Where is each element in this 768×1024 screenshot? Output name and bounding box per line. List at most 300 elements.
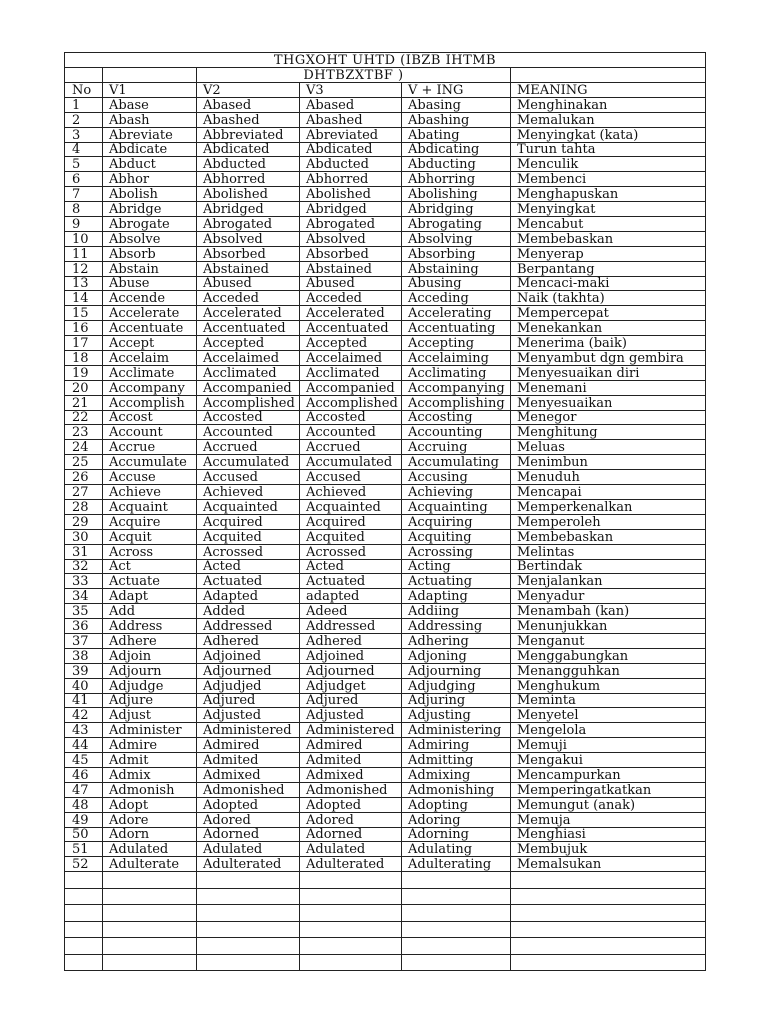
meaning: Bertindak [511,559,706,574]
table-row [65,514,706,529]
row-number: 6 [65,172,103,187]
table-row [65,589,706,604]
verb-v2: Adjourned [197,663,300,678]
verb-v3: Administered [300,723,402,738]
verb-v1: Abreviate [103,127,197,142]
verb-v1: Accomplish [103,395,197,410]
verb-v1: Abridge [103,202,197,217]
verb-ing: Accelerating [402,306,511,321]
meaning: Menekankan [511,321,706,336]
table-row [65,380,706,395]
verb-v3: Accrued [300,440,402,455]
meaning: Menganut [511,633,706,648]
row-number: 9 [65,217,103,232]
verb-v3: Accelerated [300,306,402,321]
empty-cell [511,872,706,889]
verb-v3: Acted [300,559,402,574]
row-number: 10 [65,231,103,246]
verb-ing: Admiring [402,738,511,753]
verb-v1: Abolish [103,187,197,202]
empty-cell [402,954,511,971]
empty-cell [300,905,402,922]
verb-v1: Abase [103,97,197,112]
verb-v1: Accentuate [103,321,197,336]
verb-v1: Accuse [103,470,197,485]
verb-v3: Acceded [300,291,402,306]
meaning: Meminta [511,693,706,708]
verb-v3: adapted [300,589,402,604]
empty-cell [103,905,197,922]
verb-v2: Adulterated [197,857,300,872]
verb-v3: Adjusted [300,708,402,723]
title-spacer [65,68,103,83]
verb-ing: Acquiting [402,529,511,544]
verb-v3: Achieved [300,485,402,500]
meaning: Naik (takhta) [511,291,706,306]
verb-v3: Acrossed [300,544,402,559]
empty-cell [197,888,300,905]
verb-v1: Accumulate [103,455,197,470]
row-number: 45 [65,753,103,768]
verb-v2: Added [197,604,300,619]
meaning: Menyingkat (kata) [511,127,706,142]
verb-v2: Achieved [197,485,300,500]
verb-v1: Adulterate [103,857,197,872]
meaning: Turun tahta [511,142,706,157]
verb-v1: Acquire [103,514,197,529]
meaning: Menghapuskan [511,187,706,202]
verb-v1: Admit [103,753,197,768]
verb-ing: Abridging [402,202,511,217]
row-number: 29 [65,514,103,529]
verb-ing: Acrossing [402,544,511,559]
table-row [65,529,706,544]
empty-row [65,921,706,938]
verb-v2: Adorned [197,827,300,842]
meaning: Memuji [511,738,706,753]
verb-v2: Accompanied [197,380,300,395]
row-number: 14 [65,291,103,306]
table-row [65,217,706,232]
verb-v1: Accost [103,410,197,425]
verb-v3: Adeed [300,604,402,619]
verb-v3: Abased [300,97,402,112]
table-row [65,857,706,872]
meaning: Menerima (baik) [511,336,706,351]
meaning: Menyetel [511,708,706,723]
empty-cell [197,921,300,938]
verb-v1: Achieve [103,485,197,500]
verb-v2: Accepted [197,336,300,351]
verb-ing: Actuating [402,574,511,589]
row-number: 19 [65,365,103,380]
row-number: 32 [65,559,103,574]
verb-v2: Addressed [197,619,300,634]
verb-ing: Accelaiming [402,351,511,366]
verb-table-body [65,53,706,971]
empty-cell [65,938,103,955]
table-row [65,619,706,634]
verb-v2: Adjured [197,693,300,708]
verb-v2: Admixed [197,767,300,782]
row-number: 4 [65,142,103,157]
table-row [65,276,706,291]
row-number: 30 [65,529,103,544]
verb-table [64,52,706,971]
verb-v2: Accumulated [197,455,300,470]
verb-v2: Absolved [197,231,300,246]
verb-v1: Adjudge [103,678,197,693]
verb-v1: Abstain [103,261,197,276]
verb-v1: Act [103,559,197,574]
meaning: Menyadur [511,589,706,604]
verb-v3: Abashed [300,112,402,127]
verb-ing: Adjourning [402,663,511,678]
table-row [65,767,706,782]
verb-v2: Abrogated [197,217,300,232]
verb-v3: Abstained [300,261,402,276]
verb-ing: Addiing [402,604,511,619]
verb-ing: Abating [402,127,511,142]
row-number: 24 [65,440,103,455]
verb-v1: Adulated [103,842,197,857]
empty-cell [103,954,197,971]
header-v-ing: V + ING [402,83,511,98]
row-number: 20 [65,380,103,395]
verb-v2: Admonished [197,782,300,797]
verb-v2: Adhered [197,633,300,648]
row-number: 47 [65,782,103,797]
verb-v3: Admited [300,753,402,768]
verb-v1: Abrogate [103,217,197,232]
table-title-line-1: THGXOHT UHTD (IBZB IHTMB [65,53,706,68]
table-row [65,544,706,559]
row-number: 35 [65,604,103,619]
verb-v3: Accentuated [300,321,402,336]
verb-v3: Abused [300,276,402,291]
row-number: 37 [65,633,103,648]
empty-cell [103,872,197,889]
row-number: 41 [65,693,103,708]
verb-v2: Accentuated [197,321,300,336]
verb-ing: Accumulating [402,455,511,470]
verb-ing: Accompanying [402,380,511,395]
verb-ing: Absorbing [402,246,511,261]
verb-ing: Adjoning [402,648,511,663]
meaning: Memalukan [511,112,706,127]
meaning: Memalsukan [511,857,706,872]
row-number: 11 [65,246,103,261]
verb-v2: Absorbed [197,246,300,261]
empty-cell [511,938,706,955]
verb-v2: Acquainted [197,499,300,514]
verb-v2: Abased [197,97,300,112]
verb-v2: Accrued [197,440,300,455]
row-number: 3 [65,127,103,142]
verb-v2: Accosted [197,410,300,425]
verb-ing: Accosting [402,410,511,425]
table-row [65,351,706,366]
verb-ing: Abolishing [402,187,511,202]
row-number: 33 [65,574,103,589]
verb-v2: Accomplished [197,395,300,410]
header-v3: V3 [300,83,402,98]
verb-v3: Accumulated [300,455,402,470]
meaning: Menemani [511,380,706,395]
row-number: 5 [65,157,103,172]
table-row [65,291,706,306]
meaning: Mengakui [511,753,706,768]
meaning: Menangguhkan [511,663,706,678]
verb-ing: Adjuring [402,693,511,708]
empty-cell [402,905,511,922]
verb-v3: Admixed [300,767,402,782]
table-row [65,410,706,425]
verb-v1: Abdicate [103,142,197,157]
table-row [65,723,706,738]
verb-ing: Adulating [402,842,511,857]
verb-v2: Abbreviated [197,127,300,142]
empty-row [65,938,706,955]
row-number: 27 [65,485,103,500]
table-row [65,678,706,693]
empty-cell [65,921,103,938]
meaning: Mencapai [511,485,706,500]
meaning: Menculik [511,157,706,172]
verb-v3: Abhorred [300,172,402,187]
table-row [65,202,706,217]
verb-v3: Adopted [300,797,402,812]
meaning: Memuja [511,812,706,827]
title-row-1 [65,53,706,68]
row-number: 22 [65,410,103,425]
row-number: 31 [65,544,103,559]
meaning: Berpantang [511,261,706,276]
header-no: No [65,83,103,98]
verb-v3: Accosted [300,410,402,425]
verb-v2: Adored [197,812,300,827]
verb-ing: Abashing [402,112,511,127]
table-row [65,708,706,723]
verb-v2: Acceded [197,291,300,306]
row-number: 8 [65,202,103,217]
verb-v2: Abridged [197,202,300,217]
empty-cell [300,954,402,971]
verb-ing: Accomplishing [402,395,511,410]
verb-v3: Accompanied [300,380,402,395]
verb-v2: Administered [197,723,300,738]
empty-cell [197,938,300,955]
verb-v3: Accomplished [300,395,402,410]
table-row [65,604,706,619]
verb-v3: Actuated [300,574,402,589]
row-number: 36 [65,619,103,634]
table-title-line-2: DHTBZXTBF ) [197,68,511,83]
verb-v2: Accelaimed [197,351,300,366]
verb-v3: Acclimated [300,365,402,380]
row-number: 21 [65,395,103,410]
verb-v1: Acquit [103,529,197,544]
verb-v3: Absorbed [300,246,402,261]
meaning: Mencabut [511,217,706,232]
empty-row [65,872,706,889]
meaning: Melintas [511,544,706,559]
verb-v2: Acquited [197,529,300,544]
verb-ing: Adorning [402,827,511,842]
meaning: Membebaskan [511,529,706,544]
meaning: Membenci [511,172,706,187]
table-row [65,306,706,321]
verb-ing: Adapting [402,589,511,604]
verb-ing: Abhorring [402,172,511,187]
verb-v3: Adorned [300,827,402,842]
verb-v3: Abrogated [300,217,402,232]
verb-ing: Achieving [402,485,511,500]
verb-ing: Abrogating [402,217,511,232]
verb-v2: Actuated [197,574,300,589]
verb-v3: Adjudget [300,678,402,693]
verb-v3: Addressed [300,619,402,634]
verb-v1: Address [103,619,197,634]
verb-v3: Accounted [300,425,402,440]
verb-ing: Adjusting [402,708,511,723]
verb-v1: Across [103,544,197,559]
verb-ing: Abstaining [402,261,511,276]
table-row [65,648,706,663]
header-v2: V2 [197,83,300,98]
verb-ing: Accounting [402,425,511,440]
verb-v2: Adjudjed [197,678,300,693]
row-number: 49 [65,812,103,827]
table-row [65,470,706,485]
verb-v1: Abash [103,112,197,127]
verb-v3: Adjoined [300,648,402,663]
verb-v1: Adjust [103,708,197,723]
row-number: 16 [65,321,103,336]
verb-v3: Adored [300,812,402,827]
row-number: 34 [65,589,103,604]
verb-v3: Abducted [300,157,402,172]
verb-ing: Acting [402,559,511,574]
row-number: 51 [65,842,103,857]
verb-ing: Abasing [402,97,511,112]
empty-cell [65,954,103,971]
verb-v1: Admire [103,738,197,753]
verb-v1: Abuse [103,276,197,291]
table-row [65,797,706,812]
row-number: 28 [65,499,103,514]
row-number: 18 [65,351,103,366]
meaning: Menghiasi [511,827,706,842]
meaning: Memungut (anak) [511,797,706,812]
row-number: 12 [65,261,103,276]
verb-v3: Accused [300,470,402,485]
verb-v3: Abolished [300,187,402,202]
table-row [65,455,706,470]
verb-v1: Abduct [103,157,197,172]
title-row-2 [65,68,706,83]
verb-v2: Acclimated [197,365,300,380]
table-row [65,485,706,500]
table-row [65,499,706,514]
verb-ing: Abdicating [402,142,511,157]
empty-cell [511,921,706,938]
table-row [65,127,706,142]
empty-cell [197,905,300,922]
verb-v1: Add [103,604,197,619]
verb-v1: Adore [103,812,197,827]
verb-ing: Accepting [402,336,511,351]
verb-v1: Administer [103,723,197,738]
verb-v1: Account [103,425,197,440]
verb-ing: Adulterating [402,857,511,872]
verb-v3: Adulated [300,842,402,857]
verb-ing: Adopting [402,797,511,812]
verb-ing: Adoring [402,812,511,827]
table-row [65,157,706,172]
table-row [65,261,706,276]
verb-v3: Abdicated [300,142,402,157]
table-row [65,440,706,455]
verb-v2: Abused [197,276,300,291]
row-number: 2 [65,112,103,127]
verb-v1: Adjure [103,693,197,708]
empty-cell [402,888,511,905]
verb-v2: Abolished [197,187,300,202]
verb-v1: Adjourn [103,663,197,678]
empty-cell [197,954,300,971]
verb-ing: Absolving [402,231,511,246]
table-row [65,336,706,351]
verb-ing: Accentuating [402,321,511,336]
row-number: 39 [65,663,103,678]
meaning: Menegor [511,410,706,425]
verb-v3: Admired [300,738,402,753]
row-number: 40 [65,678,103,693]
empty-cell [300,872,402,889]
table-row [65,365,706,380]
verb-v1: Accrue [103,440,197,455]
verb-v1: Admix [103,767,197,782]
meaning: Menyesuaikan [511,395,706,410]
verb-v1: Absorb [103,246,197,261]
verb-v1: Accende [103,291,197,306]
verb-v2: Abashed [197,112,300,127]
empty-row [65,954,706,971]
empty-cell [65,872,103,889]
verb-ing: Admitting [402,753,511,768]
verb-v1: Accelerate [103,306,197,321]
verb-ing: Adhering [402,633,511,648]
meaning: Memperoleh [511,514,706,529]
meaning: Menggabungkan [511,648,706,663]
row-number: 44 [65,738,103,753]
verb-v2: Admired [197,738,300,753]
verb-v2: Abducted [197,157,300,172]
table-row [65,425,706,440]
meaning: Menyingkat [511,202,706,217]
meaning: Menghukum [511,678,706,693]
header-v1: V1 [103,83,197,98]
meaning: Menunjukkan [511,619,706,634]
row-number: 26 [65,470,103,485]
empty-row [65,888,706,905]
row-number: 38 [65,648,103,663]
table-row [65,231,706,246]
table-row [65,738,706,753]
verb-v1: Adhere [103,633,197,648]
verb-v1: Acclimate [103,365,197,380]
